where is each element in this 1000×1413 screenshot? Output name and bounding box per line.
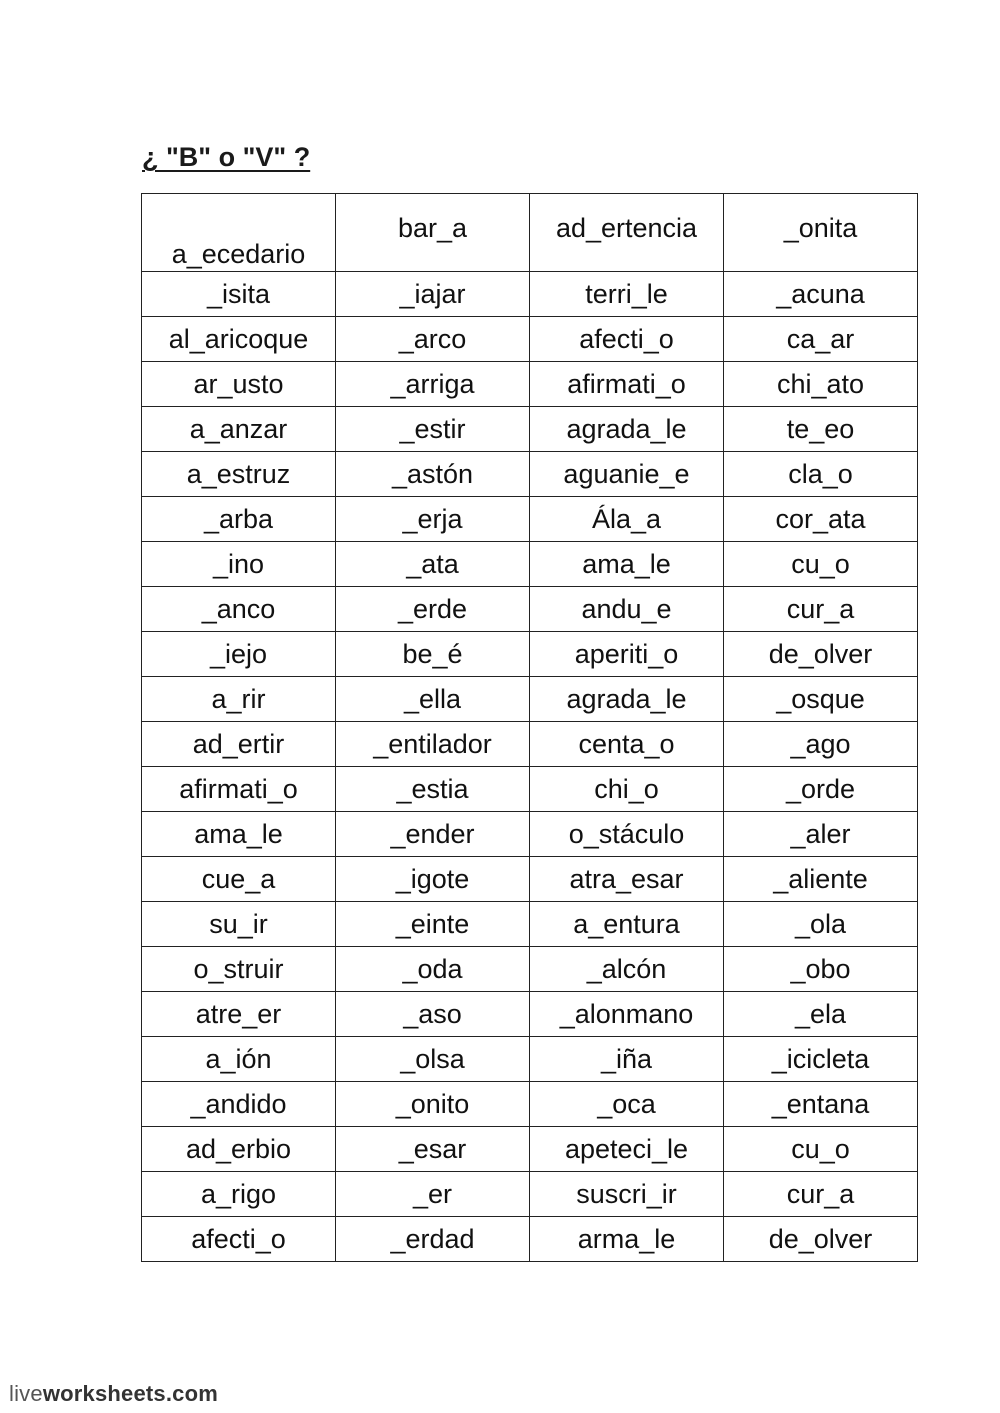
word-cell: _andido (142, 1082, 336, 1127)
word-cell: ama_le (530, 542, 724, 587)
word-cell: cu_o (724, 542, 918, 587)
table-row (142, 857, 918, 902)
word-cell: _anco (142, 587, 336, 632)
table-row (142, 767, 918, 812)
word-cell: terri_le (530, 272, 724, 317)
word-table-body (142, 194, 918, 1262)
word-cell: Ála_a (530, 497, 724, 542)
table-row (142, 632, 918, 677)
table-row (142, 587, 918, 632)
word-cell: ama_le (142, 812, 336, 857)
word-cell: de_olver (724, 1217, 918, 1262)
word-table (141, 193, 918, 1262)
word-cell: _ella (336, 677, 530, 722)
word-cell: cue_a (142, 857, 336, 902)
word-cell: _iña (530, 1037, 724, 1082)
word-cell: _isita (142, 272, 336, 317)
word-cell: _orde (724, 767, 918, 812)
word-cell: _ender (336, 812, 530, 857)
word-cell: _ago (724, 722, 918, 767)
word-cell: _ela (724, 992, 918, 1037)
table-row (142, 1217, 918, 1262)
word-cell: _icicleta (724, 1037, 918, 1082)
word-cell: _aler (724, 812, 918, 857)
word-cell: ad_ertir (142, 722, 336, 767)
word-cell: _igote (336, 857, 530, 902)
table-row (142, 722, 918, 767)
table-row (142, 812, 918, 857)
table-row (142, 1172, 918, 1217)
word-cell: _onito (336, 1082, 530, 1127)
word-cell: atre_er (142, 992, 336, 1037)
word-cell: ca_ar (724, 317, 918, 362)
table-row (142, 497, 918, 542)
word-cell: _aliente (724, 857, 918, 902)
word-cell: ad_erbio (142, 1127, 336, 1172)
table-row (142, 194, 918, 272)
word-cell: a_rir (142, 677, 336, 722)
word-cell: _erja (336, 497, 530, 542)
word-cell: ar_usto (142, 362, 336, 407)
table-row (142, 272, 918, 317)
word-cell: _ino (142, 542, 336, 587)
word-cell: _oca (530, 1082, 724, 1127)
table-row (142, 542, 918, 587)
word-cell: a_estruz (142, 452, 336, 497)
word-cell: _arriga (336, 362, 530, 407)
table-row (142, 1037, 918, 1082)
word-cell: _astón (336, 452, 530, 497)
word-cell: aguanie_e (530, 452, 724, 497)
brand-logo-light: live (9, 1381, 43, 1406)
table-row (142, 452, 918, 497)
word-cell: _entilador (336, 722, 530, 767)
word-cell: be_é (336, 632, 530, 677)
word-cell: cla_o (724, 452, 918, 497)
word-cell: su_ir (142, 902, 336, 947)
word-cell: _estir (336, 407, 530, 452)
word-cell: bar_a (336, 194, 530, 272)
word-cell: _esar (336, 1127, 530, 1172)
table-row (142, 1127, 918, 1172)
word-cell: _ata (336, 542, 530, 587)
brand-logo-bold: worksheets.com (42, 1381, 219, 1406)
word-cell: a_anzar (142, 407, 336, 452)
word-cell: a_rigo (142, 1172, 336, 1217)
word-cell: aperiti_o (530, 632, 724, 677)
word-cell: agrada_le (530, 407, 724, 452)
word-cell: andu_e (530, 587, 724, 632)
word-cell: a_entura (530, 902, 724, 947)
word-cell: a_ión (142, 1037, 336, 1082)
word-cell: de_olver (724, 632, 918, 677)
word-cell: cur_a (724, 1172, 918, 1217)
table-row (142, 992, 918, 1037)
worksheet-title: ¿ "B" o "V" ? (142, 142, 311, 172)
word-cell: _einte (336, 902, 530, 947)
word-cell: suscri_ir (530, 1172, 724, 1217)
word-cell: afecti_o (530, 317, 724, 362)
word-cell: _er (336, 1172, 530, 1217)
word-cell: afirmati_o (530, 362, 724, 407)
word-cell: chi_ato (724, 362, 918, 407)
word-cell: _estia (336, 767, 530, 812)
table-row (142, 677, 918, 722)
word-cell: chi_o (530, 767, 724, 812)
word-cell: _acuna (724, 272, 918, 317)
word-cell: al_aricoque (142, 317, 336, 362)
word-cell: o_stáculo (530, 812, 724, 857)
table-row (142, 362, 918, 407)
word-cell: afecti_o (142, 1217, 336, 1262)
word-cell: atra_esar (530, 857, 724, 902)
word-cell: o_struir (142, 947, 336, 992)
word-cell: arma_le (530, 1217, 724, 1262)
word-cell: ad_ertencia (530, 194, 724, 272)
word-cell: _ola (724, 902, 918, 947)
word-cell: te_eo (724, 407, 918, 452)
word-cell: cor_ata (724, 497, 918, 542)
table-row (142, 902, 918, 947)
word-cell: apeteci_le (530, 1127, 724, 1172)
word-cell: a_ecedario (142, 194, 336, 272)
word-cell: _iejo (142, 632, 336, 677)
table-row (142, 947, 918, 992)
word-cell: _alcón (530, 947, 724, 992)
word-cell: afirmati_o (142, 767, 336, 812)
word-cell: _osque (724, 677, 918, 722)
word-cell: _arco (336, 317, 530, 362)
word-cell: _obo (724, 947, 918, 992)
word-cell: _oda (336, 947, 530, 992)
word-cell: _iajar (336, 272, 530, 317)
word-cell: cur_a (724, 587, 918, 632)
brand-logo (9, 1381, 218, 1407)
word-cell: cu_o (724, 1127, 918, 1172)
word-cell: _erde (336, 587, 530, 632)
word-cell: _olsa (336, 1037, 530, 1082)
word-cell: _entana (724, 1082, 918, 1127)
word-cell: _onita (724, 194, 918, 272)
table-row (142, 407, 918, 452)
word-cell: _aso (336, 992, 530, 1037)
word-cell: agrada_le (530, 677, 724, 722)
word-cell: _arba (142, 497, 336, 542)
table-row (142, 317, 918, 362)
word-cell: _alonmano (530, 992, 724, 1037)
word-cell: centa_o (530, 722, 724, 767)
word-cell: _erdad (336, 1217, 530, 1262)
table-row (142, 1082, 918, 1127)
